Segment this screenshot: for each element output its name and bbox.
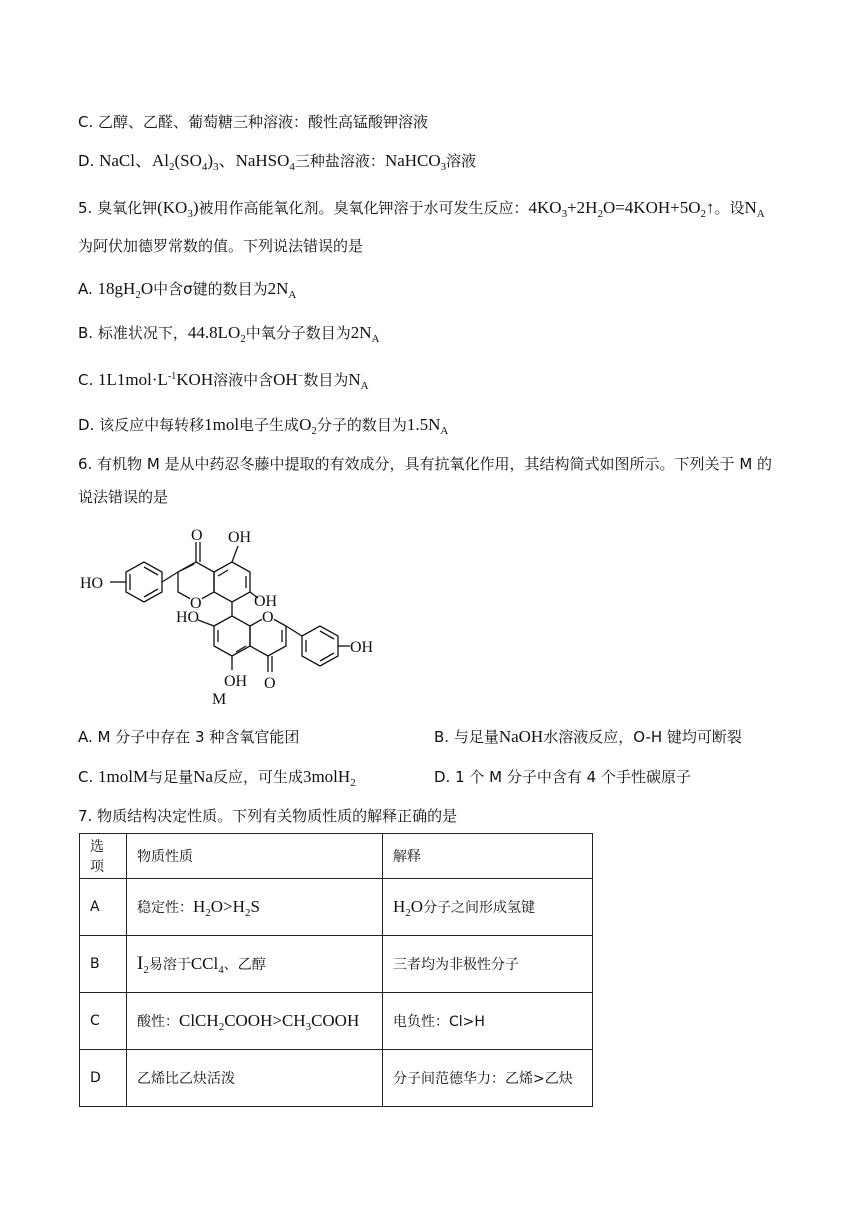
q6-option-a[interactable]: A. M 分子中存在 3 种含氧官能团: [78, 728, 300, 746]
q5-option-a[interactable]: A. $18gH_2O$中含σ键的数目为$2N_A$: [78, 279, 297, 301]
q5-stem-line2: 为阿伏加德罗常数的值。下列说法错误的是: [78, 237, 364, 255]
table-row[interactable]: C 酸性：$ClCH_2COOH>CH_3COOH$ 电负性：Cl>H: [80, 993, 593, 1050]
q4-option-d[interactable]: D. NaCl、$Al_2(SO_4)_3$、NaHSO$_4$三种盐溶液：NaHCO$_3$溶液: [78, 151, 477, 173]
q6-option-c[interactable]: C. 1molM与足量Na反应，可生成3molH$_2$: [78, 767, 356, 789]
o-label: O: [191, 527, 203, 544]
molecule-m-structure: [78, 520, 418, 705]
q5-option-d[interactable]: D. 该反应中每转移1mol电子生成$O_2$分子的数目为$1.5N_A$: [78, 415, 449, 437]
q5-option-c[interactable]: C. $1L1mol\cdot L^{-1}KOH$溶液中含OH−数目为$N_A$: [78, 370, 369, 392]
table-header-row: 选项 物质性质 解释: [80, 834, 593, 879]
q5-stem-line1: 5. 臭氧化钾$(KO_3)$被用作高能氧化剂。臭氧化钾溶于水可发生反应：$4KO_3+2H_2O=4KOH+5O_2↑$。设$N_A$: [78, 198, 765, 220]
q7-stem: 7. 物质结构决定性质。下列有关物质性质的解释正确的是: [78, 807, 458, 825]
q4-option-c[interactable]: C. 乙醇、乙醛、葡萄糖三种溶液：酸性高锰酸钾溶液: [78, 113, 429, 131]
table-row[interactable]: B $I_2$易溶于CCl$_4$、乙醇 三者均为非极性分子: [80, 936, 593, 993]
table-row[interactable]: D 乙烯比乙炔活泼 分子间范德华力：乙烯>乙炔: [80, 1050, 593, 1107]
table-row[interactable]: A 稳定性：$H_2O>H_2S$ $H_2O$分子之间形成氢键: [80, 879, 593, 936]
q6-stem-line2: 说法错误的是: [78, 488, 169, 506]
oh-label: OH: [254, 593, 278, 610]
oh-label: OH: [224, 673, 248, 690]
o-label: O: [264, 675, 276, 692]
oh-label: OH: [350, 639, 374, 656]
q6-option-b[interactable]: B. 与足量NaOH水溶液反应，O-H 键均可断裂: [434, 727, 742, 746]
formula: NaCl、$Al_2(SO_4)_3$、NaHSO$_4$: [99, 151, 295, 173]
q6-stem-line1: 6. 有机物 M 是从中药忍冬藤中提取的有效成分，具有抗氧化作用，其结构简式如图所示。下列关于 M 的: [78, 455, 773, 473]
o-label: O: [262, 609, 274, 626]
q7-options-table: [79, 833, 593, 1107]
formula: NaHCO$_3$: [384, 151, 447, 173]
oh-label: OH: [228, 529, 252, 546]
o-label: O: [190, 595, 202, 612]
q6-option-d[interactable]: D. 1 个 M 分子中含有 4 个手性碳原子: [434, 768, 691, 786]
oh-label: HO: [80, 575, 104, 592]
oh-label: HO: [176, 609, 200, 626]
molecule-label: M: [212, 691, 227, 705]
q5-option-b[interactable]: B. 标准状况下，$44.8LO_2$中氧分子数目为$2N_A$: [78, 323, 380, 345]
